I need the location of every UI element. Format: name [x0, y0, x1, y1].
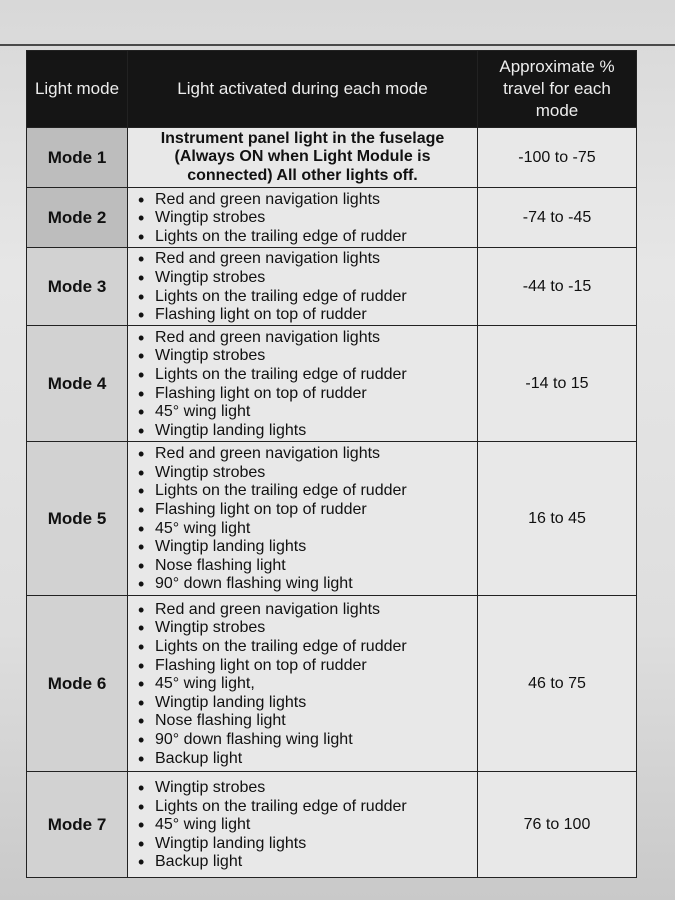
light-item: • Wingtip landing lights [138, 694, 473, 713]
table-row [27, 596, 637, 772]
light-item: • Red and green navigation lights [138, 445, 473, 464]
light-item: • 90° down flashing wing light [138, 731, 473, 750]
light-item: • Red and green navigation lights [138, 250, 473, 269]
light-item: • Lights on the trailing edge of rudder [138, 366, 473, 385]
light-item: • Nose flashing light [138, 712, 473, 731]
light-item: • Flashing light on top of rudder [138, 657, 473, 676]
mode-light-list [128, 188, 478, 248]
light-item: • Wingtip strobes [138, 209, 473, 228]
header-row [27, 51, 637, 128]
table-row [27, 442, 637, 596]
light-item: • Red and green navigation lights [138, 191, 473, 210]
light-item: • Wingtip landing lights [138, 835, 473, 854]
table-row [27, 326, 637, 442]
light-item: • Backup light [138, 750, 473, 769]
light-item: • Lights on the trailing edge of rudder [138, 228, 473, 247]
travel-range: -14 to 15 [478, 326, 637, 442]
mode-label: Mode 5 [27, 442, 128, 596]
light-item: • Nose flashing light [138, 557, 473, 576]
header-light-mode: Light mode [27, 51, 128, 128]
light-item: • Backup light [138, 853, 473, 872]
table-row [27, 772, 637, 878]
mode-light-list [128, 248, 478, 326]
light-item: • Red and green navigation lights [138, 601, 473, 620]
mode-description: Instrument panel light in the fuselage (Always ON when Light Module is connected) All other lights off. [128, 128, 478, 188]
travel-range: -100 to -75 [478, 128, 637, 188]
top-divider [0, 44, 675, 46]
light-item: • Wingtip landing lights [138, 538, 473, 557]
light-item: • 45° wing light, [138, 675, 473, 694]
travel-range: 16 to 45 [478, 442, 637, 596]
light-item: • Lights on the trailing edge of rudder [138, 638, 473, 657]
travel-range: -74 to -45 [478, 188, 637, 248]
light-item: • Wingtip strobes [138, 347, 473, 366]
mode-light-list [128, 442, 478, 596]
light-item: • Flashing light on top of rudder [138, 501, 473, 520]
table-row [27, 188, 637, 248]
light-item: • Red and green navigation lights [138, 329, 473, 348]
light-item: • Wingtip strobes [138, 779, 473, 798]
light-item: • Wingtip strobes [138, 464, 473, 483]
travel-range: -44 to -15 [478, 248, 637, 326]
light-item: • Lights on the trailing edge of rudder [138, 798, 473, 817]
mode-label: Mode 1 [27, 128, 128, 188]
table-row [27, 128, 637, 188]
mode-label: Mode 7 [27, 772, 128, 878]
header-travel: Approximate % travel for each mode [478, 51, 637, 128]
header-light-activated: Light activated during each mode [128, 51, 478, 128]
light-item: • Wingtip landing lights [138, 422, 473, 441]
table-row [27, 248, 637, 326]
mode-label: Mode 6 [27, 596, 128, 772]
light-item: • Lights on the trailing edge of rudder [138, 482, 473, 501]
travel-range: 46 to 75 [478, 596, 637, 772]
light-item: • Wingtip strobes [138, 619, 473, 638]
light-item: • 45° wing light [138, 816, 473, 835]
light-item: • Lights on the trailing edge of rudder [138, 288, 473, 307]
mode-label: Mode 2 [27, 188, 128, 248]
light-item: • 90° down flashing wing light [138, 575, 473, 594]
light-item: • Wingtip strobes [138, 269, 473, 288]
light-item: • 45° wing light [138, 520, 473, 539]
mode-light-list [128, 772, 478, 878]
light-item: • 45° wing light [138, 403, 473, 422]
travel-range: 76 to 100 [478, 772, 637, 878]
mode-light-list [128, 596, 478, 772]
mode-label: Mode 3 [27, 248, 128, 326]
light-item: • Flashing light on top of rudder [138, 385, 473, 404]
mode-light-list [128, 326, 478, 442]
light-mode-table [26, 50, 637, 878]
light-item: • Flashing light on top of rudder [138, 306, 473, 325]
mode-label: Mode 4 [27, 326, 128, 442]
